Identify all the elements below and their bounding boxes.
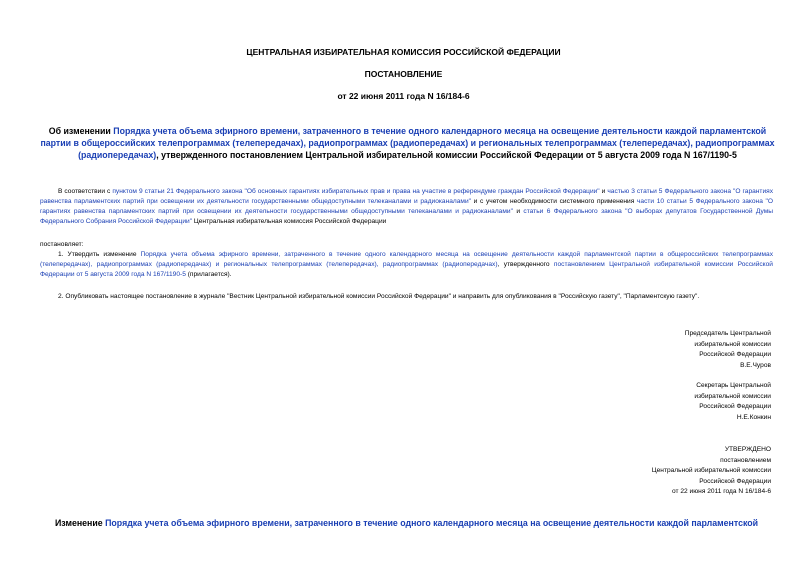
appendix-order-link[interactable]: Порядка учета объема эфирного времени, затраченного в течение одного календарного месяца на освещение деятельности каждой парламентской <box>105 518 759 528</box>
signature-line: избирательной комиссии <box>694 392 771 400</box>
item1-text-1: 1. Утвердить изменение <box>58 251 141 258</box>
signature-line: Российской Федерации <box>699 403 771 411</box>
law-link-4[interactable]: статьи 6 Федерального закона "О выборах депутатов Государственной Думы Федерального Собрания Российской Федерации" <box>40 208 774 225</box>
appendix-title <box>40 517 773 529</box>
approval-line: от 22 июня 2011 года N 16/184-6 <box>672 488 771 496</box>
signature-line: Председатель Центральной <box>684 330 771 337</box>
item1-text-2: , утвержденного <box>497 261 554 268</box>
signature-line: Российской Федерации <box>699 351 771 359</box>
title-order-link[interactable]: Порядка учета объема эфирного времени, затраченного в течение одного календарного месяца на освещение деятельности каждой парламентской партии в общероссийских телепрограммах (телепередачах), радиопрограммах (радиопередачах) и региональных телепрограммах (телепередачах), радиопрограммах (радиопередачах) <box>40 126 775 160</box>
item-2-paragraph: 2. Опубликовать настоящее постановление в журнале "Вестник Центральной избирательной комиссии Российской Федерации" и направить для опубликования в "Российскую газету", "Парламентскую газету". <box>58 293 700 300</box>
doc-date-number: от 22 июня 2011 года N 16/184-6 <box>337 91 470 101</box>
approval-line: УТВЕРЖДЕНО <box>724 446 771 453</box>
preamble-text-5: Центральная избирательная комиссия Российской Федерации <box>192 218 387 225</box>
approval-line: Центральной избирательной комиссии <box>651 467 771 475</box>
org-heading: ЦЕНТРАЛЬНАЯ ИЗБИРАТЕЛЬНАЯ КОМИССИЯ РОССИЙСКОЙ ФЕДЕРАЦИИ <box>246 47 561 57</box>
preamble-paragraph <box>40 187 773 227</box>
item1-order-link[interactable]: Порядка учета объема эфирного времени, затраченного в течение одного календарного месяца на освещение деятельности каждой парламентской партии в общероссийских телепрограммах (телепередачах), радиопрограммах (радиопередачах) и региональных телепрограммах (телепередачах), радиопрограммах (радиопередачах) <box>40 251 773 268</box>
approval-line: постановлением <box>720 456 771 464</box>
item-1-paragraph <box>40 250 773 280</box>
item1-text-3: (прилагается). <box>185 271 232 278</box>
signature-line: избирательной комиссии <box>694 340 771 348</box>
resolves-line: постановляет: <box>40 241 84 248</box>
signature-name: Н.Е.Конкин <box>736 413 771 421</box>
doc-type-heading: ПОСТАНОВЛЕНИЕ <box>364 69 443 79</box>
law-link-1[interactable]: пунктом 9 статьи 21 Федерального закона "Об основных гарантиях избирательных прав и права на участие в референдуме граждан Российской Федерации" <box>112 188 600 195</box>
approval-stamp-block <box>652 445 771 498</box>
signature-name: В.Е.Чуров <box>740 361 771 369</box>
preamble-text-3: и с учетом необходимости системного применения <box>470 198 637 205</box>
document-title <box>40 125 775 161</box>
title-prefix: Об изменении <box>48 126 114 136</box>
appendix-title-prefix: Изменение <box>54 518 106 528</box>
law-link-2[interactable]: частью 3 статьи 5 Федерального закона "О гарантиях равенства парламентских партий при освещении их деятельности государственными общедоступными телеканалами и радиоканалами" <box>40 188 773 205</box>
preamble-text-4: и <box>512 208 524 215</box>
preamble-text-1: В соответствии с <box>58 188 113 195</box>
law-link-3[interactable]: части 10 статьи 5 Федерального закона "О гарантиях равенства парламентских партий при освещении их деятельности государственными общедоступными телеканалами и радиоканалами" <box>40 198 773 215</box>
preamble-text-2: и <box>599 188 608 195</box>
approval-line: Российской Федерации <box>699 477 771 485</box>
secretary-signature-block <box>694 381 771 423</box>
title-suffix: , утвержденного постановлением Центральной избирательной комиссии Российской Федерации от 5 августа 2009 года N 167/1190-5 <box>156 150 737 160</box>
signature-line: Секретарь Центральной <box>696 382 771 389</box>
item1-resolution-link[interactable]: постановлением Центральной избирательной комиссии Российской Федерации от 5 августа 2009 года N 167/1190-5 <box>40 261 773 278</box>
chairman-signature-block <box>685 329 771 371</box>
